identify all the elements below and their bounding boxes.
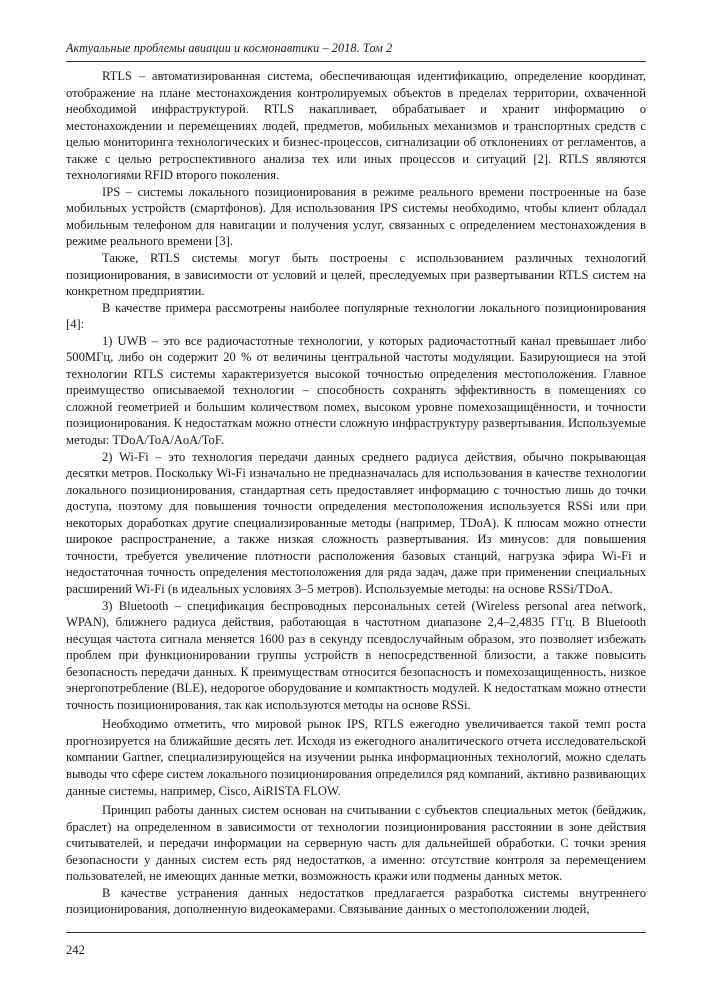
page-number: 242 — [66, 943, 85, 957]
paragraph-proposed-solution: В качестве устранения данных недостатков предлагается разработка системы внутреннего позиционирования, дополненную видеокамерами. Связывание данных о местоположении людей, — [66, 885, 646, 917]
paragraph-wifi: 2) Wi-Fi – это технология передачи данных среднего радиуса действия, обычно покрывающая десятки метров. Поскольку Wi-Fi изначально не предназначалась для использования в качестве технологии локального позиционирования, стандартная сеть предоставляет информацию с точностью лишь до точки доступа, поэтому для повышения точности определения местоположения используется RSSi или при некоторых доработках другие специализированные методы (например, TDoA). К плюсам можно отнести широкое распространение, а также низкая сложность развертывания. Из минусов: для повышения точности, требуется увеличение плотности расположения базовых станций, нагрузка эфира Wi-Fi и недостаточная точность определения местоположения для ряда задач, даже при применении специальных расширений Wi-Fi (в идеальных условиях 3–5 метров). Используемые методы: на основе RSSi/TDoA. — [66, 449, 646, 596]
paragraph-market: Необходимо отметить, что мировой рынок IPS, RTLS ежегодно увеличивается такой темп роста прогнозируется на ближайшие десять лет. Исходя из ежегодного аналитического отчета исследовательской компании Gartner, специализирующейся на изучении рынка информационных технологий, можно сделать выводы что сфере систем локального позиционирования определился ряд компаний, активно развивающих данные системы, например, Cisco, AiRISTA FLOW. — [66, 717, 646, 798]
paragraph-ips-definition: IPS – системы локального позиционирования в режиме реального времени построенные на базе мобильных устройств (смартфонов). Для использования IPS системы необходимо, чтобы клиент обладал мобильным телефоном для навигации и получения услуг, связанных с определением местонахождения в режиме реального времени [3]. — [66, 184, 646, 249]
header-divider — [66, 61, 646, 62]
paragraph-rtls-technologies: Также, RTLS системы могут быть построены с использованием различных технологий позиционирования, в зависимости от условий и целей, преследуемых при развертывании RTLS систем на конкретном предприятии. — [66, 251, 646, 299]
paragraph-rtls-definition: RTLS – автоматизированная система, обеспечивающая идентификацию, определение координат, отображение на плане местонахождения контролируемых объектов в пределах территории, охваченной необходимой инфраструктурой. RTLS накапливает, обрабатывает и хранит информацию о местонахождении и перемещениях людей, предметов, мобильных механизмов и транспортных средств с целью мониторинга технологических и бизнес-процессов, сигнализации об отклонениях от регламентов, а также с целью ретроспективного анализа тех или иных процессов и ситуаций [2]. RTLS являются технологиями RFID второго поколения. — [66, 69, 646, 183]
paragraph-bluetooth: 3) Bluetooth – спецификация беспроводных персональных сетей (Wireless personal area network, WPAN), ближнего радиуса действия, работающая в частотном диапазоне 2,4–2,4835 ГГц. В Bluetooth несущая частота сигнала меняется 1600 раз в секунду псевдослучайным образом, это позволяет избежать проблем при функционировании группы устройств в непосредственной близости, а также повысить безопасность передачи данных. К преимуществам относится безопасность и помехозащищенность, низкое энергопотребление (BLE), недорогое оборудование и компактность модулей. К недостаткам можно отнести точность позиционирования, так как используются методы на основе RSSi. — [66, 598, 646, 712]
running-header: Актуальные проблемы авиации и космонавтики – 2018. Том 2 — [66, 41, 393, 55]
article-body — [66, 68, 646, 918]
paragraph-uwb: 1) UWB – это все радиочастотные технологии, у которых радиочастотный канал превышает либо 500МГц, либо он содержит 20 % от величины центральной частоты модуляции. Базирующиеся на этой технологии RTLS системы характеризуется высокой точностью определения местоположения. Главное преимущество описываемой технологии – способность сохранять эффективность в помещениях со сложной геометрией и большим количеством помех, высоком уровне помехозащищённости, и точности позиционирования. К недостаткам можно отнести сложную инфраструктуру развертывания. Используемые методы: TDoA/ToA/AoA/ToF. — [66, 333, 646, 448]
footer-divider — [66, 932, 646, 933]
paragraph-examples-intro: В качестве примера рассмотрены наиболее популярные технологии локального позиционирования [4]: — [66, 300, 646, 332]
paragraph-operating-principle: Принцип работы данных систем основан на считывании с субъектов специальных меток (бейджик, браслет) на определенном в зависимости от технологии позиционирования расстоянии в зоне действия считывателей, и передачи информации на серверную часть для дальнейшей обработки. С точки зрения безопасности у данных систем есть ряд недостатков, а именно: отсутствие контроля за перемещением пользователей, не имеющих данные метки, возможность кражи или подмены данных меток. — [66, 803, 646, 884]
